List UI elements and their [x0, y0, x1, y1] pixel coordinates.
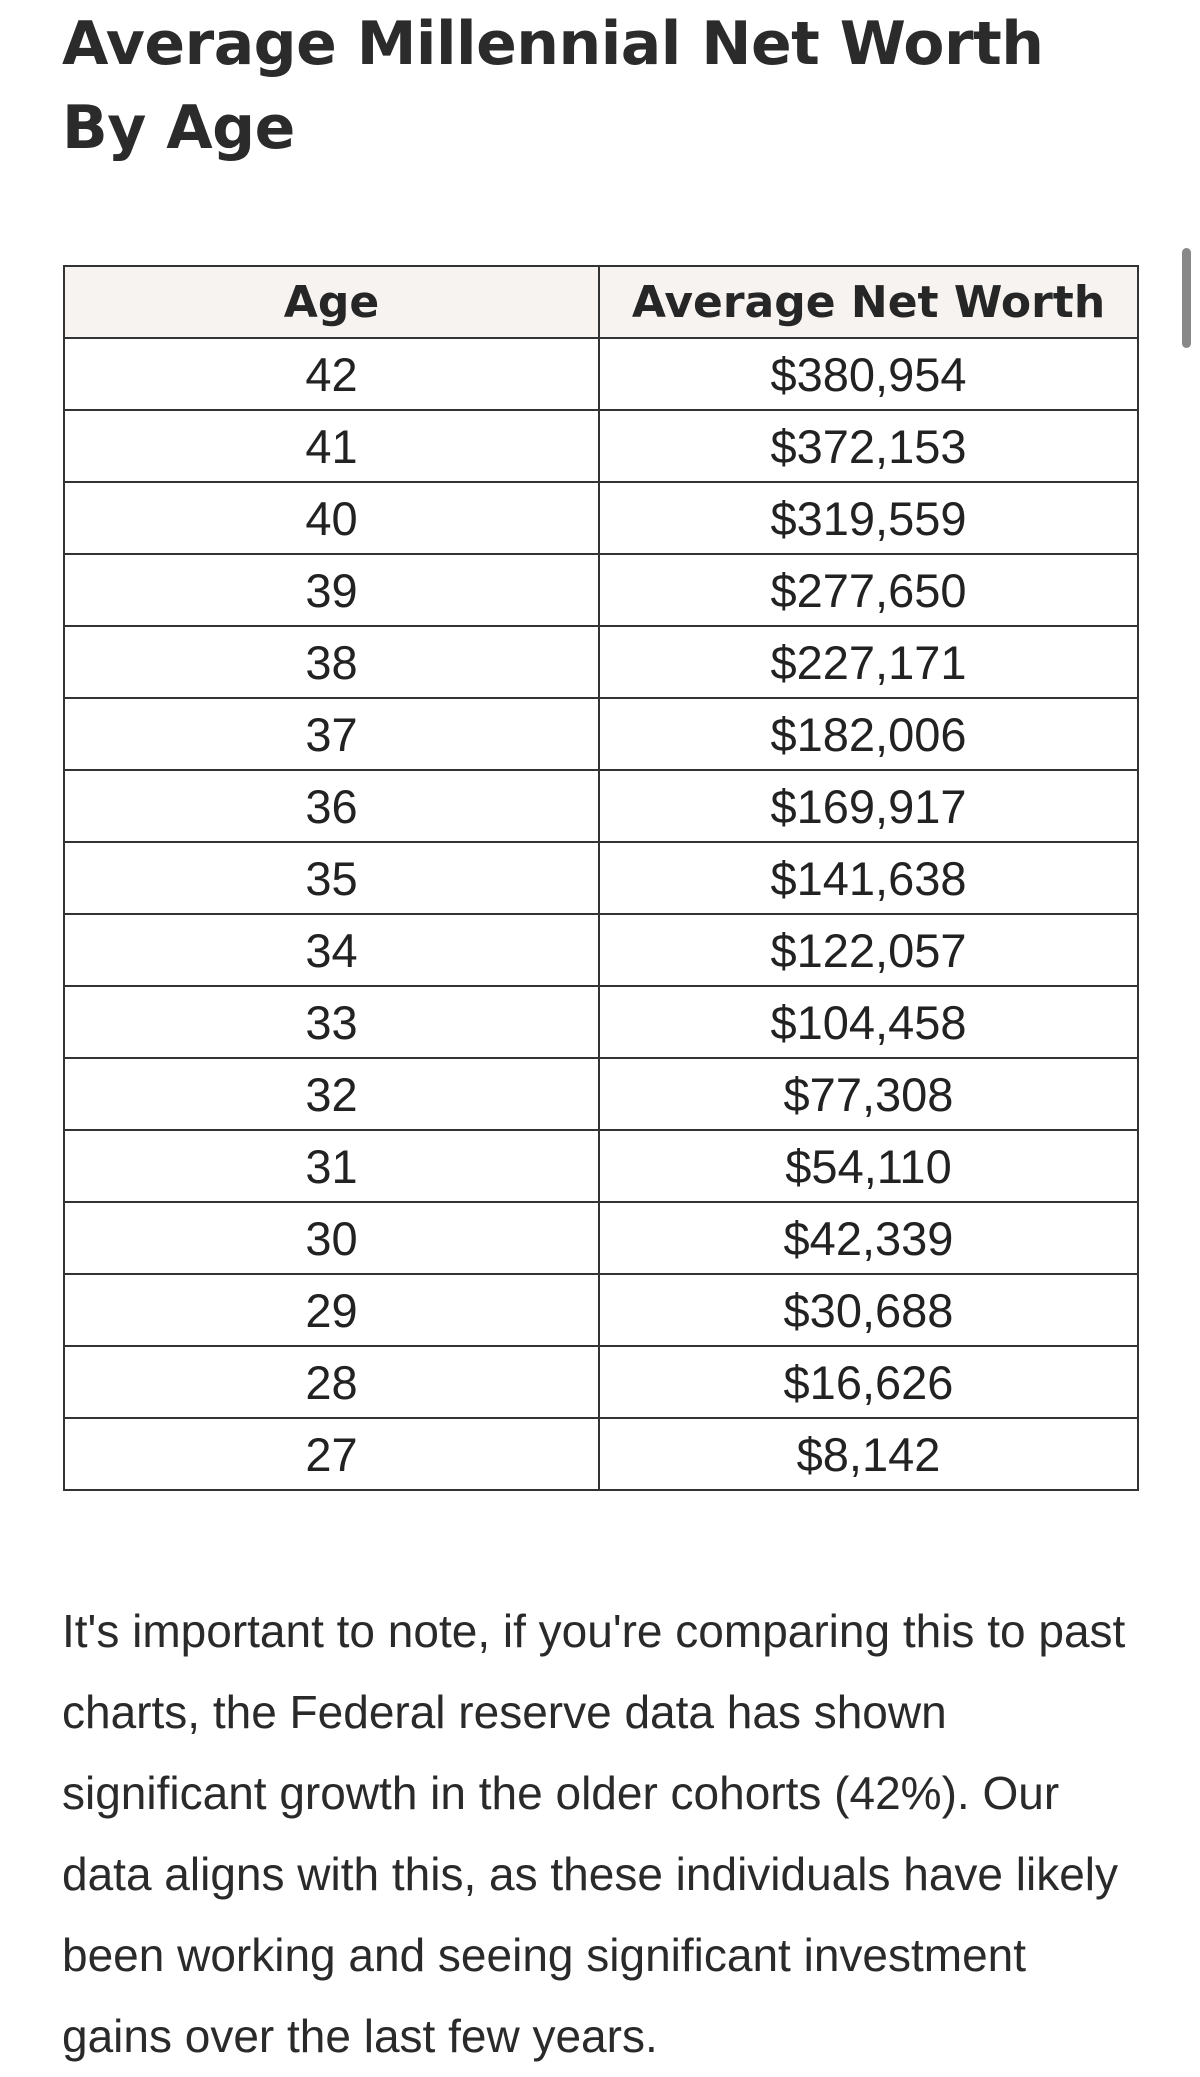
age-cell: 32: [64, 1058, 599, 1130]
net-worth-cell: $169,917: [599, 770, 1138, 842]
net-worth-cell: $42,339: [599, 1202, 1138, 1274]
age-cell: 39: [64, 554, 599, 626]
age-cell: 28: [64, 1346, 599, 1418]
age-cell: 42: [64, 338, 599, 410]
age-cell: 33: [64, 986, 599, 1058]
table-row: [64, 770, 1138, 842]
age-cell: 35: [64, 842, 599, 914]
net-worth-table-container: [63, 265, 1137, 1491]
net-worth-cell: $77,308: [599, 1058, 1138, 1130]
age-cell: 37: [64, 698, 599, 770]
net-worth-cell: $227,171: [599, 626, 1138, 698]
age-cell: 31: [64, 1130, 599, 1202]
age-cell: 40: [64, 482, 599, 554]
table-row: [64, 1130, 1138, 1202]
net-worth-cell: $8,142: [599, 1418, 1138, 1490]
net-worth-cell: $54,110: [599, 1130, 1138, 1202]
net-worth-table: [63, 265, 1139, 1491]
age-cell: 30: [64, 1202, 599, 1274]
age-cell: 34: [64, 914, 599, 986]
age-cell: 27: [64, 1418, 599, 1490]
table-row: [64, 1346, 1138, 1418]
net-worth-cell: $30,688: [599, 1274, 1138, 1346]
article-paragraph: It's important to note, if you're comparing this to past charts, the Federal reserve data has shown significant growth in the older cohorts (42%). Our data aligns with this, as these individuals have likely been working and seeing significant investment gains over the last few years.: [62, 1605, 1126, 2062]
table-row: [64, 1274, 1138, 1346]
table-row: [64, 338, 1138, 410]
table-row: [64, 626, 1138, 698]
net-worth-cell: $16,626: [599, 1346, 1138, 1418]
table-header-row: [64, 266, 1138, 338]
age-cell: 41: [64, 410, 599, 482]
table-row: [64, 1058, 1138, 1130]
table-row: [64, 410, 1138, 482]
net-worth-cell: $277,650: [599, 554, 1138, 626]
column-header-age: Age: [64, 266, 599, 338]
table-row: [64, 554, 1138, 626]
age-cell: 36: [64, 770, 599, 842]
net-worth-cell: $319,559: [599, 482, 1138, 554]
table-row: [64, 1202, 1138, 1274]
net-worth-cell: $380,954: [599, 338, 1138, 410]
age-cell: 29: [64, 1274, 599, 1346]
table-row: [64, 698, 1138, 770]
table-row: [64, 842, 1138, 914]
page-title: Average Millennial Net Worth By Age: [62, 9, 1044, 163]
age-cell: 38: [64, 626, 599, 698]
table-row: [64, 914, 1138, 986]
net-worth-cell: $372,153: [599, 410, 1138, 482]
net-worth-cell: $141,638: [599, 842, 1138, 914]
column-header-average-net-worth: Average Net Worth: [599, 266, 1138, 338]
table-row: [64, 986, 1138, 1058]
net-worth-cell: $122,057: [599, 914, 1138, 986]
table-row: [64, 482, 1138, 554]
table-scrollbar-thumb[interactable]: [1182, 248, 1191, 348]
net-worth-cell: $104,458: [599, 986, 1138, 1058]
net-worth-cell: $182,006: [599, 698, 1138, 770]
table-row: [64, 1418, 1138, 1490]
